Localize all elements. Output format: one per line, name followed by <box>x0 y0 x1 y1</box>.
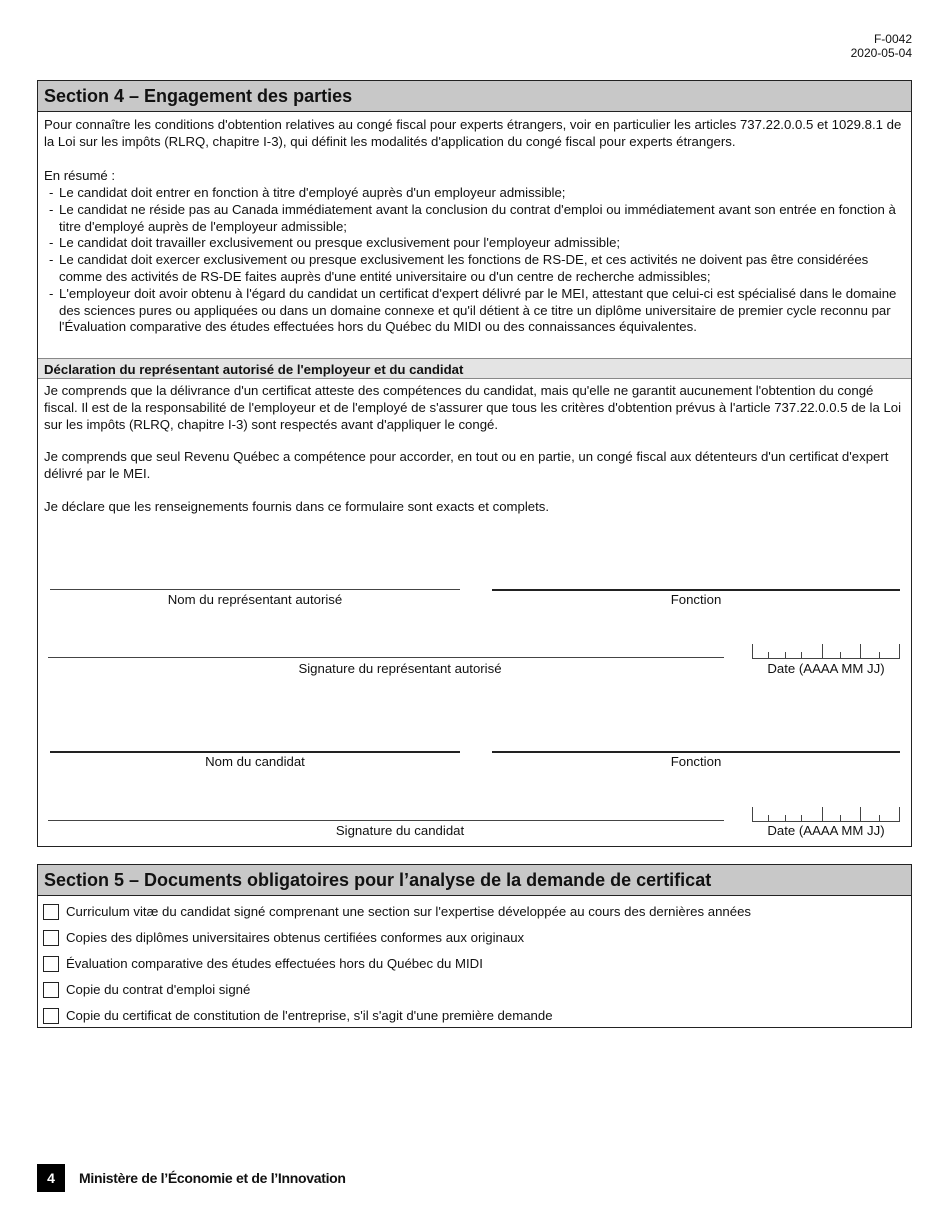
declaration-paragraph-2: Je comprends que seul Revenu Québec a compétence pour accorder, en tout ou en partie, un congé fiscal aux détenteurs d'un certificat d'expert délivré par le MEI. <box>44 449 889 481</box>
candidate-signature-field[interactable] <box>48 820 724 821</box>
contract-checkbox[interactable] <box>43 982 59 998</box>
section-4 <box>37 80 912 847</box>
list-item: - Le candidat ne réside pas au Canada immédiatement avant la conclusion du contrat d'emploi ou immédiatement avant son entrée en fonction à titre d'employé auprès de l'employeur admissible; <box>49 201 896 234</box>
section-5-title: Section 5 – Documents obligatoires pour l’analyse de la demande de certificat <box>38 865 911 896</box>
candidate-name-field[interactable] <box>50 751 460 753</box>
document-item-evaluation: Évaluation comparative des études effectuées hors du Québec du MIDI <box>42 951 902 977</box>
rep-name-label: Nom du représentant autorisé <box>167 592 343 607</box>
rep-function-label: Fonction <box>670 592 722 607</box>
resume-label: En résumé : <box>44 168 116 183</box>
document-item-cv: Curriculum vitæ du candidat signé comprenant une section sur l'expertise développée au cours des dernières années <box>42 899 902 925</box>
rep-signature-field[interactable] <box>48 657 724 658</box>
section-5 <box>37 864 912 1028</box>
diplomas-checkbox[interactable] <box>43 930 59 946</box>
ministry-name: Ministère de l’Économie et de l’Innovation <box>79 1170 346 1186</box>
list-item: - L'employeur doit avoir obtenu à l'égard du candidat un certificat d'expert délivré par le MEI, attestant que celui-ci est spécialisé dans le domaine des sciences pures ou appliquées ou dans un domaine connexe et qu'il détient à ce titre un diplôme universitaire de premier cycle reconnu par l'Évaluation comparative des études effectuées hors du Québec du MIDI ou des connaissances équivalentes. <box>49 285 897 335</box>
candidate-function-label: Fonction <box>670 754 722 769</box>
section-4-title: Section 4 – Engagement des parties <box>38 81 911 112</box>
document-item-incorporation: Copie du certificat de constitution de l'entreprise, s'il s'agit d'une première demande <box>42 1003 902 1029</box>
rep-function-field[interactable] <box>492 589 900 591</box>
rep-date-label: Date (AAAA MM JJ) <box>767 661 885 676</box>
document-item-diplomas: Copies des diplômes universitaires obtenus certifiées conformes aux originaux <box>42 925 902 951</box>
list-item: - Le candidat doit exercer exclusivement ou presque exclusivement les fonctions de RS-DE, et ces activités ne doivent pas être considérées comme des activités de RS-DE faites auprès d'une entité universitaire ou d'un centre de recherche admissibles; <box>49 252 869 284</box>
evaluation-checkbox[interactable] <box>43 956 59 972</box>
form-code <box>851 32 912 60</box>
incorporation-checkbox[interactable] <box>43 1008 59 1024</box>
candidate-name-label: Nom du candidat <box>205 754 305 769</box>
rep-name-field[interactable] <box>50 589 460 590</box>
conditions-list <box>44 185 904 336</box>
documents-list <box>42 899 902 1029</box>
candidate-date-field[interactable] <box>752 807 900 822</box>
page-number: 4 <box>37 1164 65 1192</box>
declaration-paragraph-3: Je déclare que les renseignements fournis dans ce formulaire sont exacts et complets. <box>44 499 550 514</box>
declaration-paragraph-1: Je comprends que la délivrance d'un certificat atteste des compétences du candidat, mais qu'elle ne garantit aucunement l'obtention du congé fiscal. Il est de la responsabilité de l'employeur et de l'employé de s'assurer que tous les critères d'obtention prévus à l'article 737.22.0.0.5 de la Loi sur les impôts (RLRQ, chapitre I-3) sont respectés avant d'appliquer le congé. <box>44 383 902 432</box>
candidate-function-field[interactable] <box>492 751 900 753</box>
document-item-contract: Copie du contrat d'emploi signé <box>42 977 902 1003</box>
form-date: 2020-05-04 <box>850 46 912 60</box>
form-number: F-0042 <box>873 32 912 46</box>
candidate-date-label: Date (AAAA MM JJ) <box>767 823 885 838</box>
list-item: - Le candidat doit travailler exclusivement ou presque exclusivement pour l'employeur admissible; <box>49 235 621 251</box>
intro-paragraph: Pour connaître les conditions d'obtention relatives au congé fiscal pour experts étrangers, voir en particulier les articles 737.22.0.0.5 et 1029.8.1 de la Loi sur les impôts (RLRQ, chapitre I-3), qui définit les modalités d'application du congé fiscal pour experts étrangers. <box>44 117 902 149</box>
cv-checkbox[interactable] <box>43 904 59 920</box>
candidate-signature-label: Signature du candidat <box>335 823 465 838</box>
list-item: - Le candidat doit entrer en fonction à titre d'employé auprès d'un employeur admissible; <box>49 185 566 200</box>
declaration-title: Déclaration du représentant autorisé de l'employeur et du candidat <box>38 358 911 379</box>
rep-date-field[interactable] <box>752 644 900 659</box>
rep-signature-label: Signature du représentant autorisé <box>298 661 502 676</box>
